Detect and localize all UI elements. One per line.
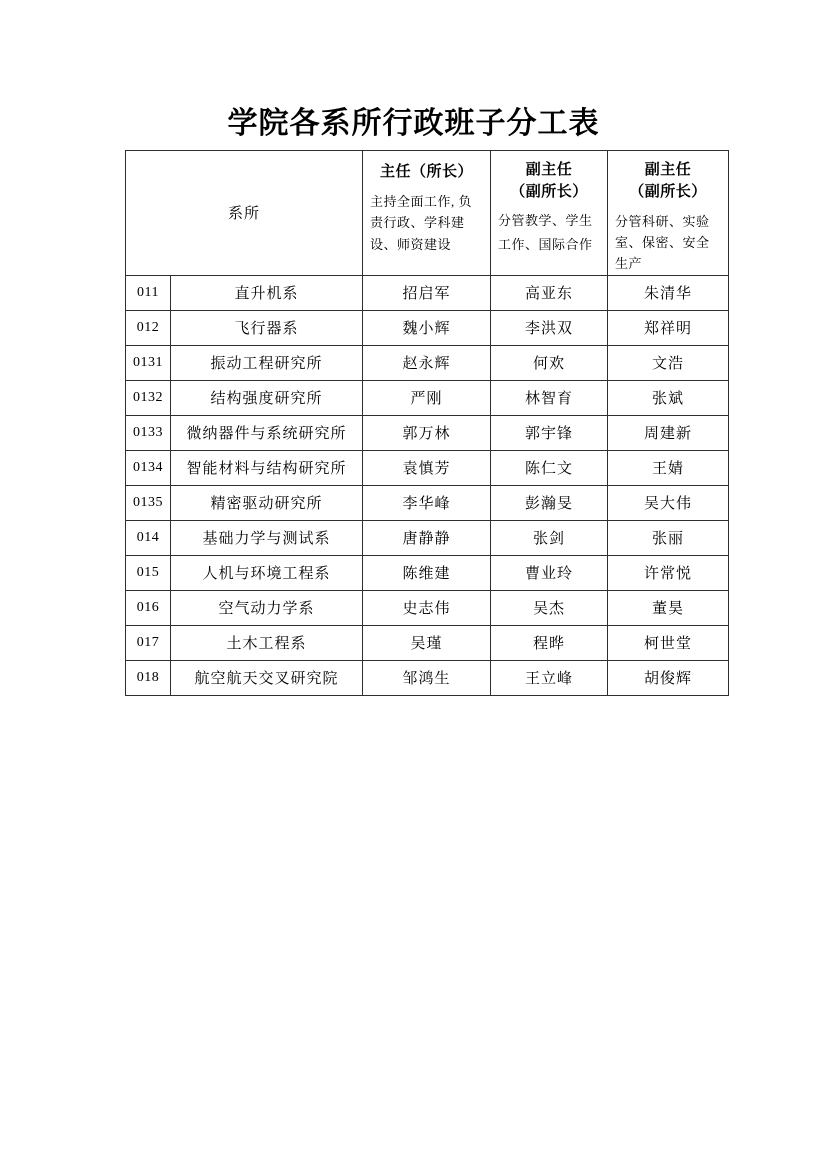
deputy2-name: 董昊 [608, 590, 729, 625]
header-deputy2-cell [608, 151, 729, 276]
header-deputy1-title [491, 160, 607, 204]
table-body [126, 275, 729, 695]
dept-code: 012 [126, 310, 171, 345]
director-name: 郭万林 [363, 415, 491, 450]
deputy1-name: 陈仁文 [491, 450, 608, 485]
dept-name: 飞行器系 [171, 310, 363, 345]
director-name: 招启军 [363, 275, 491, 310]
dept-code: 017 [126, 625, 171, 660]
deputy2-name: 吴大伟 [608, 485, 729, 520]
deputy1-name: 曹业玲 [491, 555, 608, 590]
dept-name: 结构强度研究所 [171, 380, 363, 415]
director-name: 史志伟 [363, 590, 491, 625]
director-name: 陈维建 [363, 555, 491, 590]
deputy2-name: 柯世堂 [608, 625, 729, 660]
deputy1-name: 彭瀚旻 [491, 485, 608, 520]
dept-code: 0135 [126, 485, 171, 520]
dept-code: 0131 [126, 345, 171, 380]
table-row [126, 520, 729, 555]
dept-code: 0132 [126, 380, 171, 415]
header-deputy2-title-line1: 副主任 [644, 162, 692, 178]
deputy2-name: 文浩 [608, 345, 729, 380]
dept-code: 011 [126, 275, 171, 310]
header-deputy1-title-line1: 副主任 [525, 162, 573, 178]
header-deputy1-title-line2: （副所长） [510, 183, 588, 200]
table-row [126, 345, 729, 380]
dept-name: 人机与环境工程系 [171, 555, 363, 590]
dept-code: 018 [126, 660, 171, 695]
director-name: 赵永辉 [363, 345, 491, 380]
director-name: 严刚 [363, 380, 491, 415]
director-name: 袁慎芳 [363, 450, 491, 485]
table-row [126, 590, 729, 625]
director-name: 邹鸿生 [363, 660, 491, 695]
table-row [126, 310, 729, 345]
deputy1-name: 何欢 [491, 345, 608, 380]
table-row [126, 415, 729, 450]
deputy1-name: 李洪双 [491, 310, 608, 345]
header-deputy2-title [608, 160, 728, 204]
header-dept-label: 系所 [126, 151, 363, 276]
deputy1-name: 王立峰 [491, 660, 608, 695]
table-row [126, 555, 729, 590]
header-row [126, 151, 729, 276]
table-row [126, 450, 729, 485]
table-row [126, 380, 729, 415]
header-deputy1-cell [491, 151, 608, 276]
dept-name: 精密驱动研究所 [171, 485, 363, 520]
dept-code: 016 [126, 590, 171, 625]
table-row [126, 275, 729, 310]
header-director-cell [363, 151, 491, 276]
deputy1-name: 吴杰 [491, 590, 608, 625]
header-deputy2-title-line2: （副所长） [629, 183, 707, 200]
dept-name: 空气动力学系 [171, 590, 363, 625]
dept-name: 智能材料与结构研究所 [171, 450, 363, 485]
deputy1-name: 程晔 [491, 625, 608, 660]
header-director-title: 主任（所长） [380, 164, 474, 180]
deputy1-name: 高亚东 [491, 275, 608, 310]
dept-name: 微纳器件与系统研究所 [171, 415, 363, 450]
dept-code: 0133 [126, 415, 171, 450]
deputy2-name: 王婧 [608, 450, 729, 485]
table-row [126, 625, 729, 660]
header-deputy1-desc: 分管教学、学生工作、国际合作 [498, 212, 593, 253]
deputy1-name: 郭宇锋 [491, 415, 608, 450]
director-name: 吴瑾 [363, 625, 491, 660]
dept-name: 振动工程研究所 [171, 345, 363, 380]
table-row [126, 660, 729, 695]
header-director-desc: 主持全面工作, 负责行政、学科建设、师资建设 [370, 193, 473, 252]
deputy2-name: 张丽 [608, 520, 729, 555]
deputy2-name: 朱清华 [608, 275, 729, 310]
director-name: 魏小辉 [363, 310, 491, 345]
dept-code: 0134 [126, 450, 171, 485]
director-name: 李华峰 [363, 485, 491, 520]
dept-code: 015 [126, 555, 171, 590]
header-deputy2-desc: 分管科研、实验室、保密、安全生产 [615, 213, 710, 272]
table-row [126, 485, 729, 520]
deputy2-name: 胡俊辉 [608, 660, 729, 695]
deputy1-name: 林智育 [491, 380, 608, 415]
dept-name: 直升机系 [171, 275, 363, 310]
dept-name: 土木工程系 [171, 625, 363, 660]
deputy2-name: 周建新 [608, 415, 729, 450]
deputy1-name: 张剑 [491, 520, 608, 555]
deputy2-name: 郑祥明 [608, 310, 729, 345]
director-name: 唐静静 [363, 520, 491, 555]
deputy2-name: 张斌 [608, 380, 729, 415]
dept-name: 航空航天交叉研究院 [171, 660, 363, 695]
page-title: 学院各系所行政班子分工表 [227, 107, 600, 140]
dept-name: 基础力学与测试系 [171, 520, 363, 555]
deputy2-name: 许常悦 [608, 555, 729, 590]
dept-assignments-table [125, 150, 729, 696]
dept-code: 014 [126, 520, 171, 555]
